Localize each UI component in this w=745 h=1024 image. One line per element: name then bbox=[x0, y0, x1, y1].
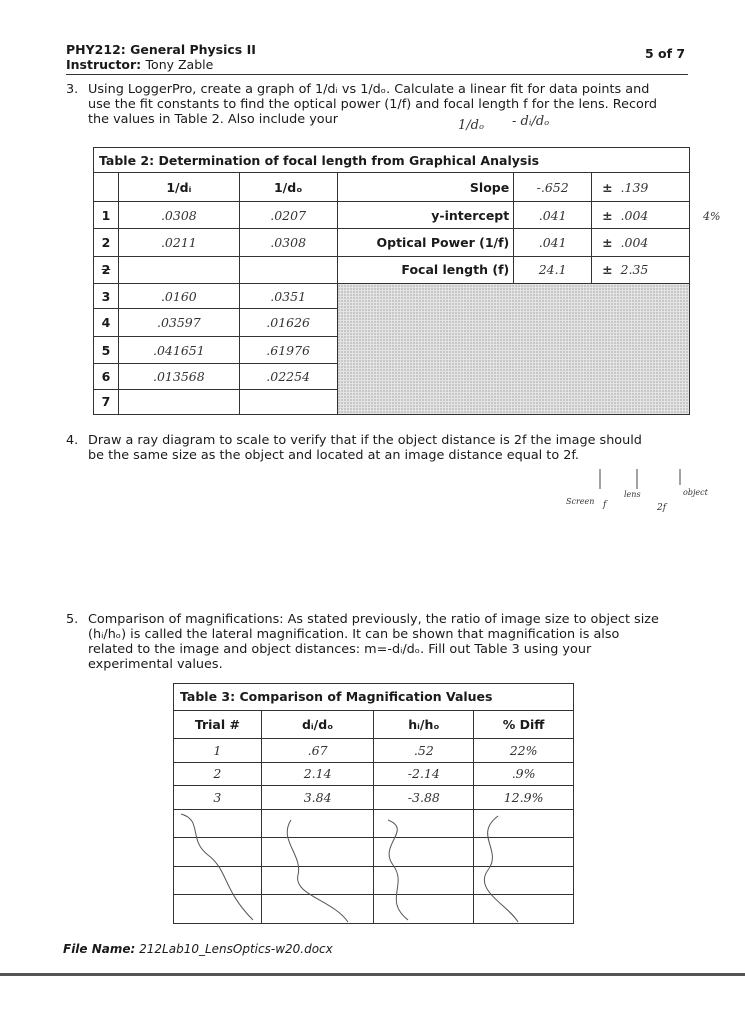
slope-label: Slope bbox=[337, 173, 514, 201]
q5-number: 5. bbox=[66, 612, 79, 627]
margin-note: 4% bbox=[703, 210, 721, 223]
row-crossed-inv-do bbox=[239, 256, 337, 283]
focal-length-value: 24.1 bbox=[514, 256, 592, 283]
col-header-inv-di: 1/dᵢ bbox=[118, 173, 239, 201]
row-7-inv-di bbox=[118, 389, 239, 414]
col-header-inv-do: 1/dₒ bbox=[239, 173, 337, 201]
question-3 bbox=[66, 82, 696, 130]
q3-line: the values in Table 2. Also include your bbox=[88, 112, 339, 127]
trial-pct-diff: .9% bbox=[474, 762, 574, 785]
trial-pct-diff: 22% bbox=[474, 739, 574, 762]
row-number: 6 bbox=[94, 364, 119, 389]
row-number: 2 bbox=[94, 256, 119, 283]
trial-number: 1 bbox=[174, 739, 262, 762]
sketch-screen-label: Screen bbox=[566, 497, 595, 506]
row-2-inv-di: .0211 bbox=[118, 229, 239, 256]
row-3-inv-do: .0351 bbox=[239, 284, 337, 309]
q4-number: 4. bbox=[66, 433, 79, 448]
row-number: 3 bbox=[94, 284, 119, 309]
q3-number: 3. bbox=[66, 82, 79, 97]
squiggle-line bbox=[287, 820, 348, 922]
sketch-object-label: object bbox=[683, 488, 708, 497]
col-header-pct-diff: % Diff bbox=[474, 710, 574, 739]
col-header-hi-ho: hᵢ/hₒ bbox=[374, 710, 474, 739]
instructor-line bbox=[66, 57, 213, 72]
question-5 bbox=[66, 612, 696, 676]
optical-power-error: ± .004 bbox=[592, 229, 690, 256]
trial-pct-diff: 12.9% bbox=[474, 786, 574, 809]
focal-length-label: Focal length (f) bbox=[337, 256, 514, 283]
row-number: 7 bbox=[94, 389, 119, 414]
q4-line: be the same size as the object and located at an image distance equal to 2f. bbox=[88, 448, 579, 463]
sketch-2f-label: 2f bbox=[657, 503, 667, 513]
q5-line: related to the image and object distances: m=-dᵢ/dₒ. Fill out Table 3 using your bbox=[88, 642, 592, 657]
row-3-inv-di: .0160 bbox=[118, 284, 239, 309]
sketch-f-label: f bbox=[603, 500, 607, 510]
instructor-name: Tony Zable bbox=[145, 57, 214, 72]
trial-hi-ho: -2.14 bbox=[374, 762, 474, 785]
q3-hand-note-1: 1/dₒ bbox=[458, 118, 484, 133]
instructor-label: Instructor: bbox=[66, 57, 142, 72]
row-4-inv-do: .01626 bbox=[239, 309, 337, 336]
row-5-inv-di: .041651 bbox=[118, 336, 239, 363]
trial-number: 3 bbox=[174, 786, 262, 809]
course-title: PHY212: General Physics II bbox=[66, 42, 256, 57]
row-4-inv-di: .03597 bbox=[118, 309, 239, 336]
table-3-title: Table 3: Comparison of Magnification Values bbox=[174, 684, 574, 711]
row-number: 1 bbox=[94, 201, 119, 228]
y-intercept-label: y-intercept bbox=[337, 201, 514, 228]
row-7-inv-do bbox=[239, 389, 337, 414]
footer-rule bbox=[0, 973, 745, 976]
q3-line: use the fit constants to find the optical power (1/f) and focal length f for the lens. Record bbox=[88, 97, 657, 112]
col-header-di-do: dᵢ/dₒ bbox=[261, 710, 374, 739]
file-name-value: 212Lab10_LensOptics-w20.docx bbox=[139, 942, 333, 956]
trial-di-do: .67 bbox=[261, 739, 374, 762]
squiggle-line bbox=[484, 816, 518, 922]
y-intercept-error: ± .004 bbox=[592, 201, 690, 228]
optical-power-value: .041 bbox=[514, 229, 592, 256]
trial-hi-ho: .52 bbox=[374, 739, 474, 762]
page-number: 5 of 7 bbox=[645, 46, 686, 61]
q4-line: Draw a ray diagram to scale to verify that if the object distance is 2f the image should bbox=[88, 433, 642, 448]
col-header-trial: Trial # bbox=[174, 710, 262, 739]
question-4 bbox=[66, 433, 696, 465]
sketch-lens-label: lens bbox=[624, 490, 641, 499]
optical-power-label: Optical Power (1/f) bbox=[337, 229, 514, 256]
blank-cell bbox=[94, 173, 119, 201]
q3-text bbox=[88, 82, 657, 127]
header-rule bbox=[66, 74, 688, 75]
squiggle-line bbox=[181, 814, 253, 920]
trial-di-do: 3.84 bbox=[261, 786, 374, 809]
row-1-inv-do: .0207 bbox=[239, 201, 337, 228]
q3-hand-note-2: - dᵢ/dₒ bbox=[512, 114, 550, 129]
shaded-area bbox=[337, 284, 689, 415]
trial-hi-ho: -3.88 bbox=[374, 786, 474, 809]
table-2 bbox=[93, 147, 690, 415]
row-number: 2 bbox=[94, 229, 119, 256]
focal-length-error: ± 2.35 bbox=[592, 256, 690, 283]
squiggle-line bbox=[388, 820, 408, 920]
table-2-title: Table 2: Determination of focal length from Graphical Analysis bbox=[94, 148, 690, 173]
row-crossed-inv-di bbox=[118, 256, 239, 283]
slope-value: -.652 bbox=[514, 173, 592, 201]
slope-error: ± .139 bbox=[592, 173, 690, 201]
file-name-label: File Name: bbox=[63, 942, 136, 956]
trial-di-do: 2.14 bbox=[261, 762, 374, 785]
row-number: 4 bbox=[94, 309, 119, 336]
q5-line: (hᵢ/hₒ) is called the lateral magnification. It can be shown that magnification is also bbox=[88, 627, 620, 642]
table-3-squiggles bbox=[173, 810, 574, 925]
q5-line: Comparison of magnifications: As stated previously, the ratio of image size to object size bbox=[88, 612, 659, 627]
row-6-inv-di: .013568 bbox=[118, 364, 239, 389]
file-name-line bbox=[63, 942, 333, 956]
row-2-inv-do: .0308 bbox=[239, 229, 337, 256]
row-number: 5 bbox=[94, 336, 119, 363]
trial-number: 2 bbox=[174, 762, 262, 785]
q4-text bbox=[88, 433, 642, 463]
q5-text bbox=[88, 612, 659, 672]
row-1-inv-di: .0308 bbox=[118, 201, 239, 228]
y-intercept-value: .041 bbox=[514, 201, 592, 228]
q3-line: Using LoggerPro, create a graph of 1/dᵢ vs 1/dₒ. Calculate a linear fit for data points and bbox=[88, 82, 650, 97]
q5-line: experimental values. bbox=[88, 657, 223, 672]
row-6-inv-do: .02254 bbox=[239, 364, 337, 389]
row-5-inv-do: .61976 bbox=[239, 336, 337, 363]
